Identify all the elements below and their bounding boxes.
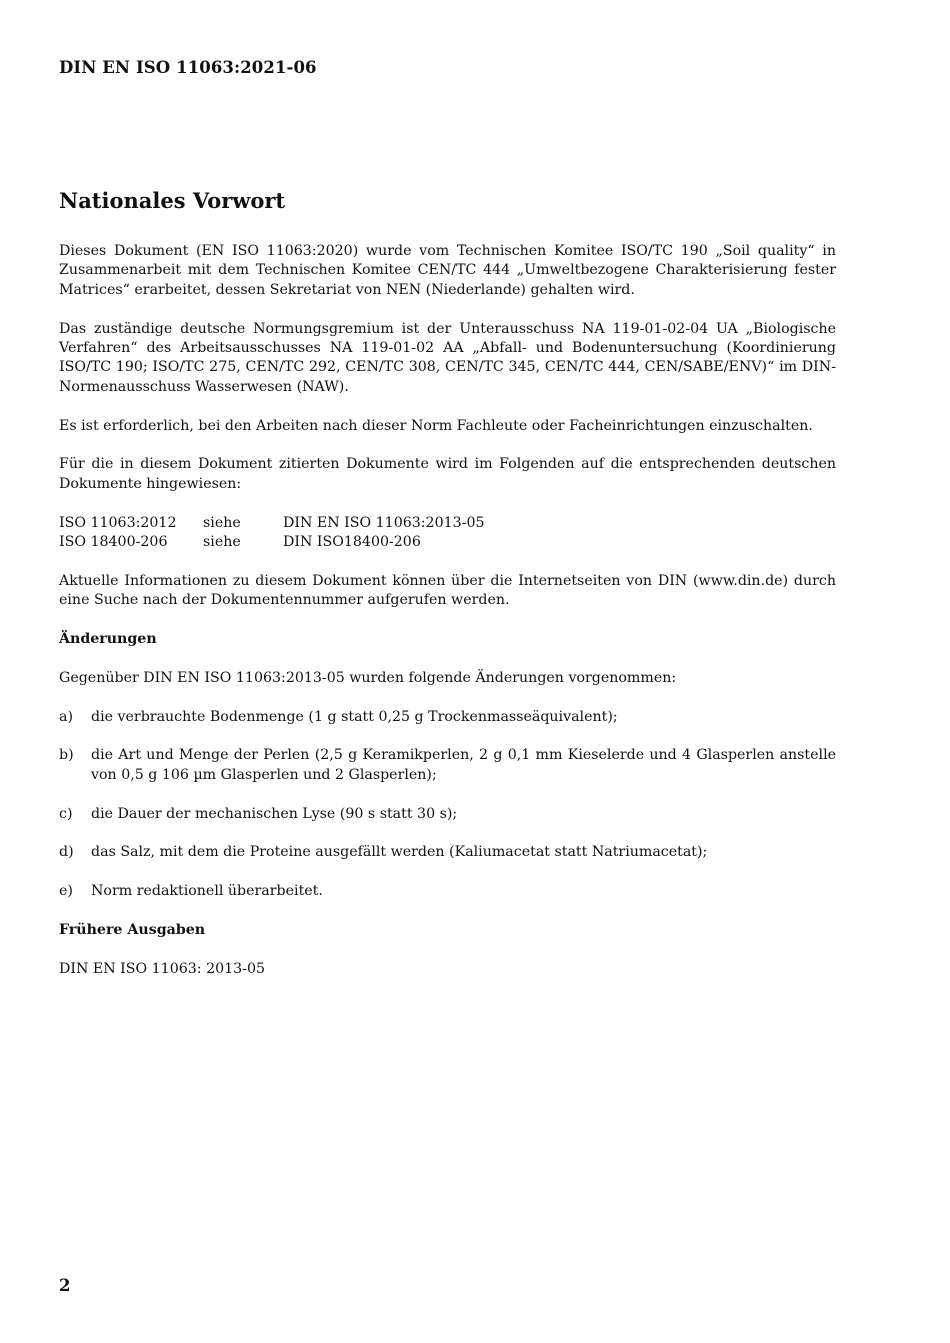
page-number: 2 xyxy=(59,1276,71,1295)
changes-intro: Gegenüber DIN EN ISO 11063:2013-05 wurden folgende Änderungen vorgenommen: xyxy=(59,669,677,686)
list-item-text: die Dauer der mechanischen Lyse (90 s statt 30 s); xyxy=(91,805,458,822)
previous-editions-text: DIN EN ISO 11063: 2013-05 xyxy=(59,960,266,977)
reference-din: DIN EN ISO 11063:2013-05 xyxy=(283,514,485,531)
list-marker: b) xyxy=(59,747,74,764)
list-item xyxy=(59,805,836,824)
page-content xyxy=(59,186,836,999)
list-item xyxy=(59,746,836,785)
paragraph-committee: Dieses Dokument (EN ISO 11063:2020) wurde vom Technischen Komitee ISO/TC 190 „Soil quality“ in Zusammenarbeit mit dem Technischen Komitee CEN/TC 444 „Umweltbezogene Charakterisierung fester Matrices“ erarbeitet, dessen Sekretariat von NEN (Niederlande) gehalten wird. xyxy=(59,243,836,298)
page-title: Nationales Vorwort xyxy=(59,188,286,213)
reference-relation: siehe xyxy=(203,514,241,531)
paragraph-standards-body: Das zuständige deutsche Normungsgremium ist der Unterausschuss NA 119-01-02-04 UA „Biologische Verfahren“ des Arbeitsausschusses NA 119-01-02 AA „Abfall- und Bodenuntersuchung (Koordinierung ISO/TC 190; ISO/TC 275, CEN/TC 292, CEN/TC 308, CEN/TC 345, CEN/TC 444, CEN/SABE/ENV)“ im DIN-Normenausschuss Wasserwesen (NAW). xyxy=(59,320,836,395)
references-table xyxy=(59,514,485,553)
reference-row xyxy=(59,533,485,552)
reference-relation: siehe xyxy=(203,534,241,551)
reference-din: DIN ISO18400-206 xyxy=(283,534,421,551)
list-item xyxy=(59,843,836,862)
paragraph-experts: Es ist erforderlich, bei den Arbeiten nach dieser Norm Fachleute oder Facheinrichtungen einzuschalten. xyxy=(59,417,813,434)
list-marker: a) xyxy=(59,708,73,725)
list-marker: e) xyxy=(59,883,73,900)
list-item-text: das Salz, mit dem die Proteine ausgefällt werden (Kaliumacetat statt Natriumacetat); xyxy=(91,844,708,861)
reference-iso: ISO 11063:2012 xyxy=(59,514,177,531)
changes-list xyxy=(59,708,836,902)
list-marker: d) xyxy=(59,844,74,861)
document-id-header: DIN EN ISO 11063:2021-06 xyxy=(59,58,317,77)
reference-row xyxy=(59,514,485,533)
list-item xyxy=(59,882,836,901)
paragraph-info: Aktuelle Informationen zu diesem Dokument können über die Internetseiten von DIN (www.din.de) durch eine Suche nach der Dokumentennummer aufgerufen werden. xyxy=(59,572,836,609)
changes-heading: Änderungen xyxy=(59,631,157,648)
list-item xyxy=(59,708,836,727)
list-marker: c) xyxy=(59,805,73,822)
list-item-text: Norm redaktionell überarbeitet. xyxy=(91,883,323,900)
list-item-text: die verbrauchte Bodenmenge (1 g statt 0,25 g Trockenmasseäquivalent); xyxy=(91,708,618,725)
list-item-text: die Art und Menge der Perlen (2,5 g Keramikperlen, 2 g 0,1 mm Kieselerde und 4 Glasperlen anstelle von 0,5 g 106 µm Glasperlen und 2 Glasperlen); xyxy=(91,747,836,783)
previous-editions-heading: Frühere Ausgaben xyxy=(59,922,206,939)
reference-iso: ISO 18400-206 xyxy=(59,534,168,551)
paragraph-references-intro: Für die in diesem Dokument zitierten Dokumente wird im Folgenden auf die entsprechenden deutschen Dokumente hingewiesen: xyxy=(59,456,836,492)
